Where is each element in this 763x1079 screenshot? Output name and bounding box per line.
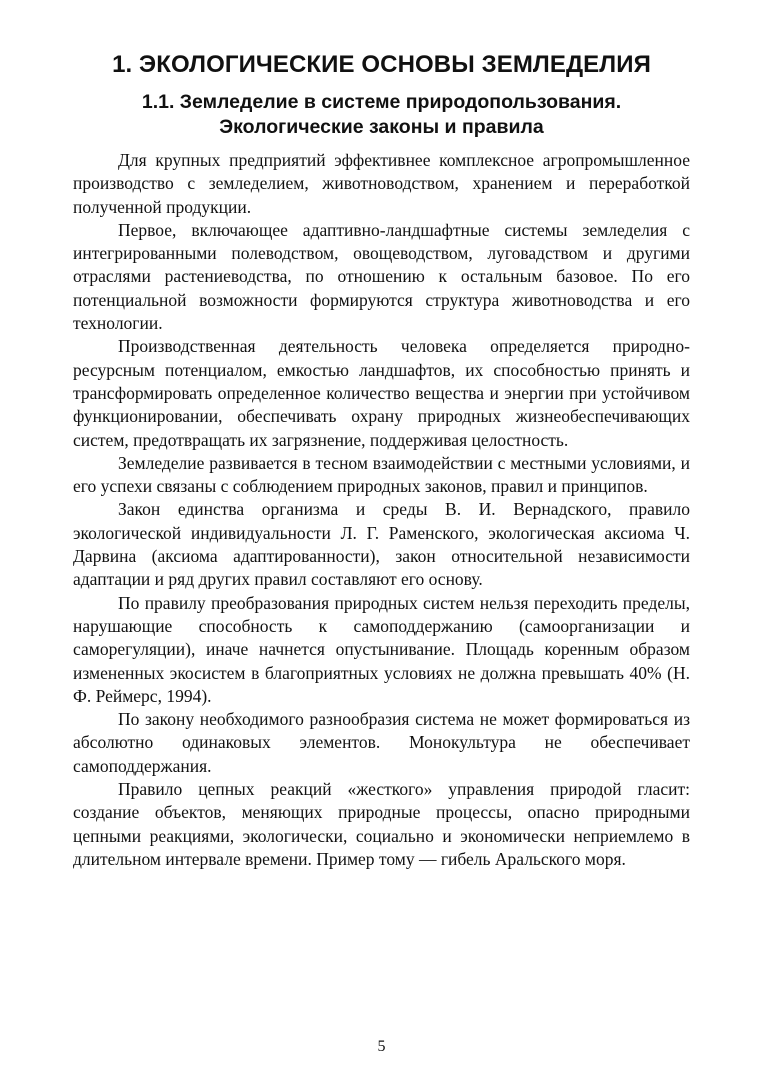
section-title-line-1: 1.1. Земледелие в системе природопользования.	[141, 91, 622, 113]
page-content	[73, 50, 690, 871]
paragraph-3: Производственная деятельность человека определяется природно-ресурсным потенциалом, емкостью ландшафтов, их способностью принять и трансформировать определенное количество вещества и энергии при устойчивом функционировании, обеспечивать охрану природных жизнеобеспечивающих систем, предотвращать их загрязнение, поддерживая целостность.	[73, 336, 690, 450]
paragraph-7: По закону необходимого разнообразия система не может формироваться из абсолютно одинаковых элементов. Монокультура не обеспечивает самоподдержания.	[73, 709, 690, 776]
section-title-line-2: Экологические законы и правила	[219, 116, 544, 138]
paragraph-4: Земледелие развивается в тесном взаимодействии с местными условиями, и его успехи связаны с соблюдением природных законов, правил и принципов.	[73, 452, 690, 497]
paragraph-8: Правило цепных реакций «жесткого» управления природой гласит: создание объектов, меняющих природные процессы, опасно природными цепными реакциями, экологически, социально и экономически неприемлемо в длительном интервале времени. Пример тому — гибель Аральского моря.	[73, 779, 690, 869]
paragraph-1: Для крупных предприятий эффективнее комплексное агропромышленное производство с земледелием, животноводством, хранением и переработкой полученной продукции.	[73, 150, 690, 217]
paragraph-6: По правилу преобразования природных систем нельзя переходить пределы, нарушающие способность к самоподдержанию (самоорганизации и саморегуляции), иначе начнется опустынивание. Площадь коренным образом измененных экосистем в благоприятных условиях не должна превышать 40% (Н. Ф. Реймерс, 1994).	[73, 592, 690, 706]
page-number: 5	[377, 1038, 386, 1055]
body-text	[73, 149, 690, 871]
section-title	[73, 90, 690, 140]
paragraph-5: Закон единства организма и среды В. И. Вернадского, правило экологической индивидуальности Л. Г. Раменского, экологическая аксиома Ч. Дарвина (аксиома адаптированности), закон относительной независимости адаптации и ряд других правил составляют его основу.	[73, 499, 690, 590]
paragraph-2: Первое, включающее адаптивно-ландшафтные системы земледелия с интегрированными полеводством, овощеводством, луговадством и другими отраслями растениеводства, по отношению к остальным базовое. По его потенциальной возможности формируются структура животноводства и его технологии.	[73, 219, 690, 334]
chapter-title: 1. ЭКОЛОГИЧЕСКИЕ ОСНОВЫ ЗЕМЛЕДЕЛИЯ	[112, 51, 651, 78]
